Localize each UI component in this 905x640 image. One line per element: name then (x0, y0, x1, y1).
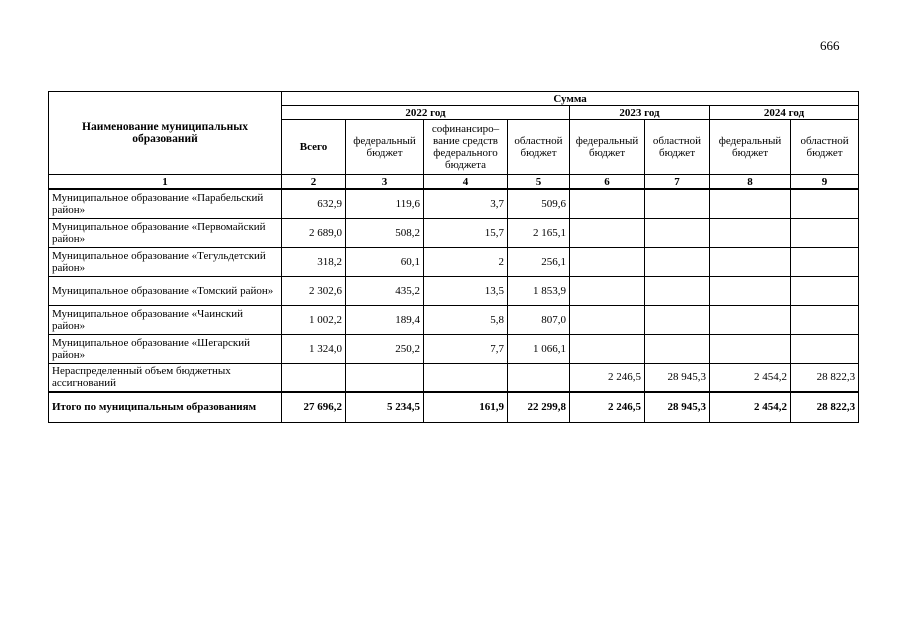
amount-cell: 2 302,6 (282, 276, 346, 305)
amount-cell (710, 276, 791, 305)
column-number: 9 (791, 175, 859, 190)
table-row (49, 218, 859, 247)
amount-cell: 632,9 (282, 189, 346, 218)
amount-cell: 256,1 (508, 247, 570, 276)
amount-cell: 28 822,3 (791, 363, 859, 392)
table-row (49, 334, 859, 363)
amount-cell (791, 276, 859, 305)
column-number: 8 (710, 175, 791, 190)
column-number: 4 (424, 175, 508, 190)
amount-cell: 5,8 (424, 305, 508, 334)
amount-cell (570, 276, 645, 305)
amount-cell: 1 002,2 (282, 305, 346, 334)
amount-cell: 1 066,1 (508, 334, 570, 363)
table-row (49, 189, 859, 218)
header-col-regional-2024: областной бюджет (791, 120, 859, 175)
amount-cell (645, 334, 710, 363)
amount-cell (645, 247, 710, 276)
amount-cell: 5 234,5 (346, 392, 424, 422)
table-row (49, 363, 859, 392)
amount-cell: 15,7 (424, 218, 508, 247)
amount-cell (710, 218, 791, 247)
header-year-2024: 2024 год (710, 106, 859, 120)
amount-cell: 508,2 (346, 218, 424, 247)
amount-cell: 2 454,2 (710, 363, 791, 392)
amount-cell (346, 363, 424, 392)
header-col-federal-2024: федеральный бюджет (710, 120, 791, 175)
municipality-name: Муниципальное образование «Томский район» (49, 276, 282, 305)
amount-cell (508, 363, 570, 392)
amount-cell: 2 689,0 (282, 218, 346, 247)
amount-cell (570, 218, 645, 247)
column-number: 2 (282, 175, 346, 190)
amount-cell (645, 276, 710, 305)
municipality-name: Муниципальное образование «Первомайский район» (49, 218, 282, 247)
total-row (49, 392, 859, 422)
header-col-regional-2022: областной бюджет (508, 120, 570, 175)
municipality-name: Муниципальное образование «Шегарский район» (49, 334, 282, 363)
amount-cell: 22 299,8 (508, 392, 570, 422)
amount-cell: 2 165,1 (508, 218, 570, 247)
column-number: 5 (508, 175, 570, 190)
budget-table (48, 91, 859, 423)
header-sum: Сумма (282, 92, 859, 106)
table-row (49, 247, 859, 276)
column-number: 1 (49, 175, 282, 190)
column-number: 3 (346, 175, 424, 190)
amount-cell: 60,1 (346, 247, 424, 276)
page-number: 666 (820, 38, 840, 53)
amount-cell (710, 334, 791, 363)
municipality-name: Итого по муниципальным образованиям (49, 392, 282, 422)
amount-cell: 807,0 (508, 305, 570, 334)
municipality-name: Муниципальное образование «Парабельский район» (49, 189, 282, 218)
table-row (49, 276, 859, 305)
municipality-name: Нераспределенный объем бюджетных ассигнований (49, 363, 282, 392)
municipality-name: Муниципальное образование «Чаинский район» (49, 305, 282, 334)
amount-cell: 1 324,0 (282, 334, 346, 363)
amount-cell (791, 334, 859, 363)
amount-cell (570, 189, 645, 218)
amount-cell (570, 247, 645, 276)
amount-cell (424, 363, 508, 392)
municipality-name: Муниципальное образование «Тегульдетский район» (49, 247, 282, 276)
amount-cell: 3,7 (424, 189, 508, 218)
amount-cell (791, 247, 859, 276)
table-row (49, 305, 859, 334)
header-col-federal-2023: федеральный бюджет (570, 120, 645, 175)
amount-cell (791, 189, 859, 218)
column-number-row (49, 175, 859, 190)
amount-cell (710, 247, 791, 276)
amount-cell: 2 (424, 247, 508, 276)
amount-cell: 13,5 (424, 276, 508, 305)
amount-cell (710, 189, 791, 218)
amount-cell: 27 696,2 (282, 392, 346, 422)
amount-cell: 28 822,3 (791, 392, 859, 422)
header-year-2023: 2023 год (570, 106, 710, 120)
column-number: 7 (645, 175, 710, 190)
amount-cell: 28 945,3 (645, 363, 710, 392)
amount-cell: 250,2 (346, 334, 424, 363)
amount-cell (710, 305, 791, 334)
amount-cell: 2 454,2 (710, 392, 791, 422)
amount-cell (645, 189, 710, 218)
amount-cell: 509,6 (508, 189, 570, 218)
header-name-column: Наименование муниципальных образований (49, 92, 282, 175)
amount-cell: 318,2 (282, 247, 346, 276)
amount-cell: 7,7 (424, 334, 508, 363)
amount-cell: 2 246,5 (570, 363, 645, 392)
amount-cell (791, 305, 859, 334)
header-year-2022: 2022 год (282, 106, 570, 120)
amount-cell: 1 853,9 (508, 276, 570, 305)
header-col-cofinancing-2022: софинансиро–вание средств федерального бюджета (424, 120, 508, 175)
amount-cell: 119,6 (346, 189, 424, 218)
amount-cell (791, 218, 859, 247)
amount-cell: 189,4 (346, 305, 424, 334)
amount-cell (570, 334, 645, 363)
amount-cell (282, 363, 346, 392)
column-number: 6 (570, 175, 645, 190)
amount-cell: 28 945,3 (645, 392, 710, 422)
amount-cell: 2 246,5 (570, 392, 645, 422)
header-col-total: Всего (282, 120, 346, 175)
amount-cell (645, 218, 710, 247)
amount-cell: 161,9 (424, 392, 508, 422)
amount-cell (645, 305, 710, 334)
amount-cell (570, 305, 645, 334)
header-col-regional-2023: областной бюджет (645, 120, 710, 175)
header-col-federal-2022: федеральный бюджет (346, 120, 424, 175)
amount-cell: 435,2 (346, 276, 424, 305)
